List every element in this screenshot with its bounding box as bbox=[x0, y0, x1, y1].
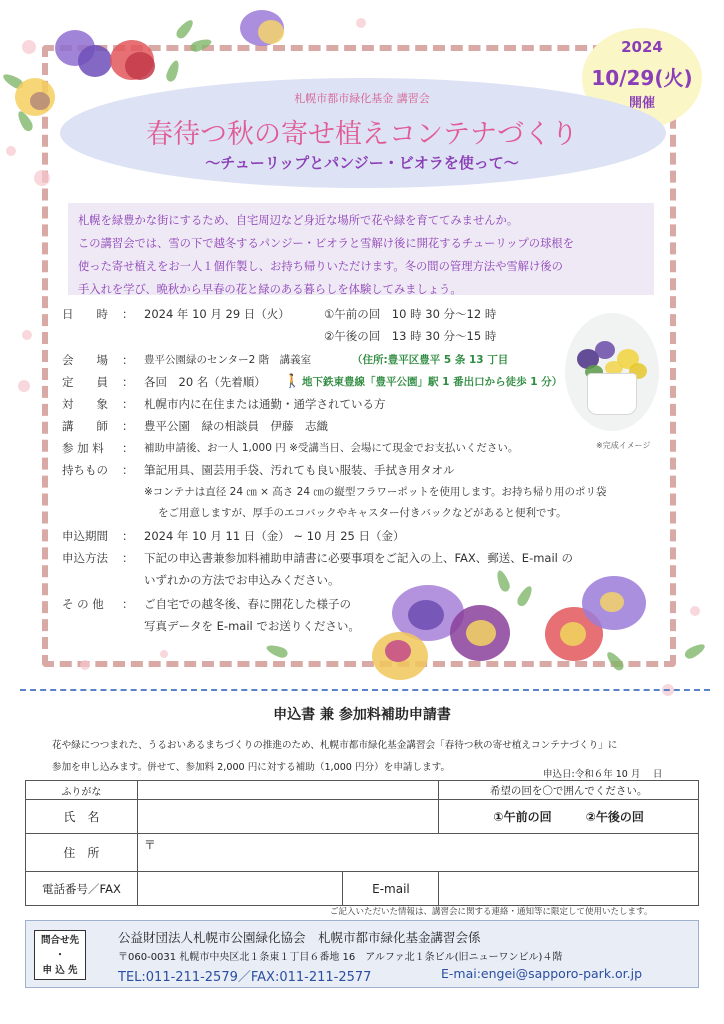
phone-label: 電話番号／FAX bbox=[26, 872, 138, 906]
phone-field[interactable] bbox=[137, 872, 343, 906]
postal-mark: 〒 bbox=[143, 838, 156, 852]
other-value-1: ご自宅での越冬後、春に開花した様子の bbox=[144, 597, 351, 611]
session-prompt: 希望の回を〇で囲んでください。 bbox=[439, 781, 699, 800]
colon: ： bbox=[122, 419, 134, 433]
photo-caption: ※完成イメージ bbox=[596, 441, 651, 450]
application-date: 申込日:令和６年 10 月 日 bbox=[543, 769, 663, 780]
colon: ： bbox=[122, 529, 134, 543]
privacy-note: ご記入いただいた情報は、講習会に関する連絡・通知等に限定して使用いたします。 bbox=[330, 907, 653, 917]
target-value: 札幌市内に在住または通勤・通学されている方 bbox=[144, 397, 386, 411]
form-title: 申込書 兼 参加料補助申請書 bbox=[273, 707, 451, 723]
intro-line: この講習会では、雪の下で越冬するパンジー・ビオラと雪解け後に開花するチューリップの球根を bbox=[78, 237, 574, 250]
session-1: ①午前の回 10 時 30 分～12 時 bbox=[324, 307, 497, 321]
form-intro-line: 参加を申し込みます。併せて、参加料 2,000 円に対する補助（1,000 円分）を申請します。 bbox=[52, 762, 451, 773]
fee-value: 補助申請後、お一人 1,000 円 ※受講当日、会場にて現金でお支払いください。 bbox=[144, 442, 519, 454]
venue-value: 豊平公園緑のセンター2 階 講義室 bbox=[144, 354, 312, 366]
method-value-2: いずれかの方法でお申込みください。 bbox=[144, 573, 340, 587]
contact-tag-line: ・ bbox=[55, 950, 65, 961]
option-morning[interactable]: ①午前の回 bbox=[493, 810, 552, 824]
venue-address: （住所:豊平区豊平 5 条 13 丁目 bbox=[352, 354, 509, 366]
capacity-label: 定 員 bbox=[62, 375, 108, 389]
walking-icon: 🚶 bbox=[284, 374, 301, 389]
method-value-1: 下記の申込書兼参加料補助申請書に必要事項をご記入の上、FAX、郵送、E-mail の bbox=[144, 551, 574, 565]
other-value-2: 写真データを E-mail でお送りください。 bbox=[144, 619, 360, 633]
finished-arrangement-photo bbox=[565, 313, 659, 431]
items-value: 筆記用具、園芸用手袋、汚れても良い服装、手拭き用タオル bbox=[144, 463, 455, 477]
form-intro-line: 花や緑につつまれた、うるおいあるまちづくりの推進のため、札幌市都市緑化基金講習会「春待つ秋の寄せ植えコンテナづくり」に bbox=[52, 740, 618, 751]
colon: ： bbox=[122, 597, 134, 611]
colon: ： bbox=[122, 397, 134, 411]
section-divider bbox=[20, 689, 710, 691]
access-info: 地下鉄東豊線「豊平公園」駅 1 番出口から徒歩 1 分） bbox=[302, 376, 563, 388]
instructor-label: 講 師 bbox=[62, 419, 108, 433]
furigana-field[interactable] bbox=[137, 781, 439, 800]
address-label: 住 所 bbox=[26, 834, 138, 872]
page-title: 春待つ秋の寄せ植えコンテナづくり bbox=[146, 119, 578, 150]
contact-email[interactable]: E-mai:engei@sapporo-park.or.jp bbox=[441, 966, 643, 981]
contact-footer bbox=[25, 920, 699, 988]
badge-date: 10/29(火) bbox=[591, 66, 693, 90]
colon: ： bbox=[122, 463, 134, 477]
colon: ： bbox=[122, 441, 134, 455]
flower-pot bbox=[587, 373, 637, 415]
sponsor-line: 札幌市都市緑化基金 講習会 bbox=[294, 92, 430, 105]
organization-name: 公益財団法人札幌市公園緑化協会 札幌市都市緑化基金講習会係 bbox=[118, 930, 481, 945]
method-label: 申込方法 bbox=[62, 551, 108, 565]
intro-line: 札幌を緑豊かな街にするため、自宅周辺など身近な場所で花や緑を育ててみませんか。 bbox=[78, 214, 519, 227]
contact-tag bbox=[34, 930, 86, 980]
page-subtitle: ～チューリップとパンジー・ビオラを使って～ bbox=[205, 154, 519, 172]
other-label: そ の 他 bbox=[62, 597, 104, 611]
phone-fax: TEL:011-211-2579／FAX:011-211-2577 bbox=[118, 970, 372, 985]
fee-label: 参 加 料 bbox=[62, 441, 104, 455]
instructor-value: 豊平公園 緑の相談員 伊藤 志織 bbox=[144, 419, 328, 433]
intro-box bbox=[68, 203, 654, 295]
items-label: 持ちもの bbox=[62, 463, 108, 477]
intro-line: 手入れを学び、晩秋から早春の花と緑のある暮らしを体験してみましょう。 bbox=[78, 283, 462, 296]
intro-line: 使った寄せ植えをお一人１個作製し、お持ち帰りいただけます。冬の間の管理方法や雪解け後の bbox=[78, 260, 563, 273]
items-note-2: をご用意しますが、厚手のエコバックやキャスター付きバックなどがあると便利です。 bbox=[158, 507, 567, 519]
furigana-label: ふりがな bbox=[26, 781, 138, 800]
items-note-1: ※コンテナは直径 24 ㎝ × 高さ 24 ㎝の縦型フラワーポットを使用します。お持ち帰り用のポリ袋 bbox=[144, 486, 607, 498]
colon: ： bbox=[122, 375, 134, 389]
name-field[interactable] bbox=[137, 800, 439, 834]
contact-tag-line: 申 込 先 bbox=[42, 965, 78, 976]
organization-address: 〒060-0031 札幌市中央区北１条東１丁目６番地 16 アルファ北１条ビル(旧ニューワンビル)４階 bbox=[118, 952, 563, 963]
badge-year: 2024 bbox=[621, 38, 663, 56]
contact-tag-line: 問合せ先 bbox=[40, 935, 79, 946]
datetime-label: 日 時 bbox=[62, 307, 108, 321]
period-label: 申込期間 bbox=[62, 529, 108, 543]
email-field[interactable] bbox=[439, 872, 699, 906]
colon: ： bbox=[122, 353, 134, 367]
target-label: 対 象 bbox=[62, 397, 108, 411]
period-value: 2024 年 10 月 11 日（金） ~ 10 月 25 日（金） bbox=[144, 529, 405, 543]
option-afternoon[interactable]: ②午後の回 bbox=[585, 810, 644, 824]
email-label: E-mail bbox=[343, 872, 439, 906]
application-form-table bbox=[25, 780, 699, 906]
venue-label: 会 場 bbox=[62, 353, 108, 367]
session-options[interactable] bbox=[439, 800, 699, 834]
badge-label: 開催 bbox=[628, 96, 655, 111]
datetime-value: 2024 年 10 月 29 日（火） bbox=[144, 307, 290, 321]
name-label: 氏 名 bbox=[26, 800, 138, 834]
session-2: ②午後の回 13 時 30 分～15 時 bbox=[324, 329, 497, 343]
capacity-value: 各回 20 名（先着順） bbox=[144, 375, 266, 389]
address-field[interactable] bbox=[137, 834, 698, 872]
colon: ： bbox=[122, 551, 134, 565]
colon: ： bbox=[122, 307, 134, 321]
